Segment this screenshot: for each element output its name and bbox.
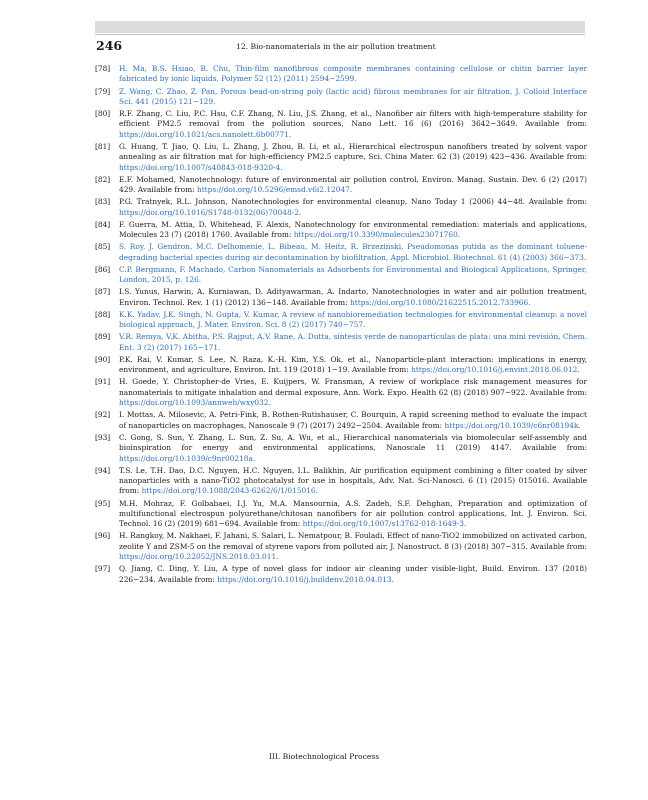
reference-link[interactable]: https://doi.org/10.1088/2043-6262/6/1/015016. bbox=[141, 486, 318, 496]
running-head: 12. Bio-nanomaterials in the air pollution treatment bbox=[236, 42, 436, 51]
reference-text: Q. Jiang, C. Ding, Y. Liu, A type of novel glass for indoor air cleaning under visible-light, Build. Environ. 137 (2018) 226−234. Available from: bbox=[119, 564, 587, 584]
reference-text: C. Gong, S. Sun, Y. Zhang, L. Sun, Z. Su, A. Wu, et al., Hierarchical nanomaterials via biomolecular self-assembly and bioinspiration for energy and environmental applications, Nanoscale 11 (2019) 4147. Available from: bbox=[119, 432, 587, 453]
page-number: 246 bbox=[96, 38, 123, 53]
reference-text: H. Goede, Y. Christopher-de Vries, E. Kuijpers, W. Fransman, A review of workplace risk management measures for nanomaterials to mitigate inhalation and dermal exposure, Ann. Work. Expo. Health 62 (8) (2018) 907−922. Available from: bbox=[119, 377, 587, 397]
reference-item bbox=[95, 265, 587, 286]
reference-number: [91] bbox=[95, 377, 111, 387]
reference-number: [96] bbox=[95, 531, 111, 541]
reference-item bbox=[95, 287, 587, 308]
reference-number: [95] bbox=[95, 498, 111, 508]
header-rule bbox=[95, 34, 585, 35]
reference-item bbox=[95, 175, 587, 196]
reference-number: [79] bbox=[95, 86, 111, 96]
reference-number: [84] bbox=[95, 219, 111, 229]
reference-link[interactable]: https://doi.org/10.1080/21622515.2012.733966. bbox=[350, 297, 531, 307]
reference-item bbox=[95, 377, 587, 408]
reference-number: [90] bbox=[95, 354, 111, 364]
reference-number: [97] bbox=[95, 564, 111, 574]
reference-text: I.S. Yunus, Harwin, A. Kurniawan, D. Adityawarman, A. Indarto, Nanotechnologies in water and air pollution treatment, Environ. Technol. Rev. 1 (1) (2012) 136−148. Available from: bbox=[119, 287, 587, 307]
reference-number: [82] bbox=[95, 174, 111, 184]
reference-link[interactable]: https://doi.org/10.22052/JNS.2018.03.011. bbox=[119, 552, 279, 562]
reference-number: [89] bbox=[95, 332, 111, 342]
reference-item bbox=[95, 332, 587, 353]
reference-number: [88] bbox=[95, 309, 111, 319]
reference-text: M.H. Mohraz, F. Golbabaei, I.J. Yu, M.A. Mansournia, A.S. Zadeh, S.F. Dehghan, Preparation and optimization of multifunctional electrospun polyurethane/chitosan nanofibers for air pollution control applications, Int. J. Environ. Sci. Technol. 16 (2) (2019) 681−694. Available from: bbox=[119, 498, 587, 529]
reference-link[interactable]: https://doi.org/10.1093/annweh/wxy032. bbox=[119, 398, 271, 408]
reference-item bbox=[95, 87, 587, 108]
reference-link[interactable]: https://doi.org/10.1016/j.buildenv.2018.04.013. bbox=[217, 574, 394, 584]
reference-item bbox=[95, 220, 587, 241]
reference-item bbox=[95, 355, 587, 376]
reference-number: [86] bbox=[95, 264, 111, 274]
reference-link[interactable]: Z. Wang, C. Zhao, Z. Pan, Porous bead-on-string poly (lactic acid) fibrous membranes for air filtration, J. Colloid Interface Sci. 441 (2015) 121−129. bbox=[119, 86, 587, 106]
reference-item bbox=[95, 410, 587, 431]
reference-item bbox=[95, 531, 587, 562]
reference-number: [80] bbox=[95, 109, 111, 118]
reference-link[interactable]: https://doi.org/10.1016/S1748-0132(06)70048-2. bbox=[119, 207, 302, 217]
reference-text: F. Guerra, M. Attia, D. Whitehead, F. Alexis, Nanotechnology for environmental remediation: materials and applications, Molecules 23 (7) (2018) 1760. Available from: bbox=[119, 219, 587, 240]
reference-link[interactable]: C.P. Bergmann, F. Machado, Carbon Nanomaterials as Adsorbents for Environmental and Biological Applications, Springer, London, 2015, p. 126. bbox=[119, 264, 587, 285]
reference-text: T.S. Le, T.H. Dao, D.C. Nguyen, H.C. Nguyen, I.L. Balikhin, Air purification equipment combining a filter coated by silver nanoparticles with a nano-TiO2 photocatalyst for use in hospitals, Adv. Nat. Sci-Nanosci. 6 (1) (2015) 015016. Available from: bbox=[119, 465, 587, 496]
reference-item bbox=[95, 564, 587, 585]
reference-link[interactable]: H. Ma, B.S. Hsiao, B. Chu, Thin-film nanofibrous composite membranes containing cellulose or chitin barrier layer fabricated by ionic liquids, Polymer 52 (12) (2011) 2594−2599. bbox=[119, 64, 587, 84]
reference-text: P.K. Rai, V. Kumar, S. Lee, N. Raza, K.-H. Kim, Y.S. Ok, et al., Nanoparticle-plant interaction: implications in energy, environment, and agriculture, Environ. Int. 119 (2018) 1−19. Available from: bbox=[119, 354, 587, 375]
reference-link[interactable]: https://doi.org/10.1007/s13762-018-1649-3. bbox=[302, 519, 467, 529]
reference-item bbox=[95, 142, 587, 173]
reference-link[interactable]: S. Roy, J. Gendron, M.C. Delhomenie, L. Bibeau, M. Heitz, R. Brzezinski, Pseudomonas putida as the dominant toluene-degrading bacterial species during air decontamination by biofiltration, Appl. Microbiol. Biotechnol. 61 (4) (2003) 366−373. bbox=[119, 242, 587, 262]
reference-text: G. Huang, T. Jiao, Q. Liu, L. Zhang, J. Zhou, B. Li, et al., Hierarchical electrospun nanofibers treated by solvent vapor annealing as air filtration mat for high-efficiency PM2.5 capture, Sci. China Mater. 62 (3) (2019) 423−436. Available from: bbox=[119, 141, 587, 162]
reference-link[interactable]: https://doi.org/10.1007/s40843-018-9320-4. bbox=[119, 162, 283, 172]
reference-item bbox=[95, 310, 587, 331]
reference-item bbox=[95, 242, 587, 263]
reference-number: [94] bbox=[95, 465, 111, 475]
reference-number: [78] bbox=[95, 64, 111, 73]
reference-item bbox=[95, 197, 587, 218]
reference-link[interactable]: https://doi.org/10.1021/acs.nanolett.6b00771. bbox=[119, 129, 292, 139]
reference-number: [93] bbox=[95, 432, 111, 442]
reference-link[interactable]: https://doi.org/10.1016/j.envint.2018.06.012. bbox=[411, 365, 580, 375]
reference-link[interactable]: K.K. Yadav, J.K. Singh, N. Gupta, V. Kumar, A review of nanobioremediation technologies for environmental cleanup: a novel biological approach, J. Mater. Environ. Sci. 8 (2) (2017) 740−757. bbox=[119, 309, 587, 330]
reference-text: P.G. Tratnyek, R.L. Johnson, Nanotechnologies for environmental cleanup, Nano Today 1 (2006) 44−48. Available from: bbox=[119, 197, 587, 207]
reference-text: E.F. Mohamed, Nanotechnology: future of environmental air pollution control, Environ. Manag. Sustain. Dev. 6 (2) (2017) 429. Available from: bbox=[119, 174, 587, 195]
reference-number: [92] bbox=[95, 410, 111, 420]
reference-list bbox=[95, 64, 587, 587]
reference-link[interactable]: V.R. Remya, V.K. Abitha, P.S. Rajput, A.V. Rane, A. Dutta, síntesis verde de nanopartículas de plata: una mini revisión, Chem. Ent. 3 (2) (2017) 165−171. bbox=[119, 332, 587, 352]
reference-link[interactable]: https://doi.org/10.5296/emsd.v6i2.12047. bbox=[196, 185, 353, 195]
reference-number: [85] bbox=[95, 242, 111, 252]
footer-section: III. Biotechnological Process bbox=[268, 752, 380, 761]
reference-link[interactable]: https://doi.org/10.1039/c9nr00218a. bbox=[119, 453, 256, 463]
reference-number: [81] bbox=[95, 141, 111, 151]
reference-number: [83] bbox=[95, 197, 111, 207]
reference-number: [87] bbox=[95, 287, 111, 297]
reference-link[interactable]: https://doi.org/10.3390/molecules23071760. bbox=[293, 230, 461, 240]
reference-text: I. Mottas, A. Milosevic, A. Petri-Fink, B. Rothen-Rutishauser, C. Bourquin, A rapid screening method to evaluate the impact of nanoparticles on macrophages, Nanoscale 9 (7) (2017) 2492−2504. Available from: bbox=[119, 410, 587, 430]
reference-item bbox=[95, 109, 587, 140]
reference-item bbox=[95, 499, 587, 530]
reference-link[interactable]: https://doi.org/10.1039/c6nr08194k. bbox=[444, 420, 581, 430]
header-bar bbox=[95, 21, 585, 33]
reference-text: H. Rangkoy, M. Nakhaei, F. Jahani, S. Salari, L. Nematpour, B. Fouladi, Effect of nano-TiO2 immobilized on activated carbon, zeolite Y and ZSM-5 on the removal of styrene vapors from polluted air, J. Nanostruct. 8 (3) (2018) 307−315. Available from: bbox=[119, 531, 587, 551]
reference-item bbox=[95, 64, 587, 85]
reference-item bbox=[95, 466, 587, 497]
reference-item bbox=[95, 433, 587, 464]
reference-text: R.F. Zhang, C. Liu, P.C. Hsu, C.F. Zhang, N. Liu, J.S. Zhang, et al., Nanofiber air filters with high-temperature stability for efficient PM2.5 removal from the pollution sources, Nano Lett. 16 (6) (2016) 3642−3649. Available from: bbox=[119, 109, 587, 129]
